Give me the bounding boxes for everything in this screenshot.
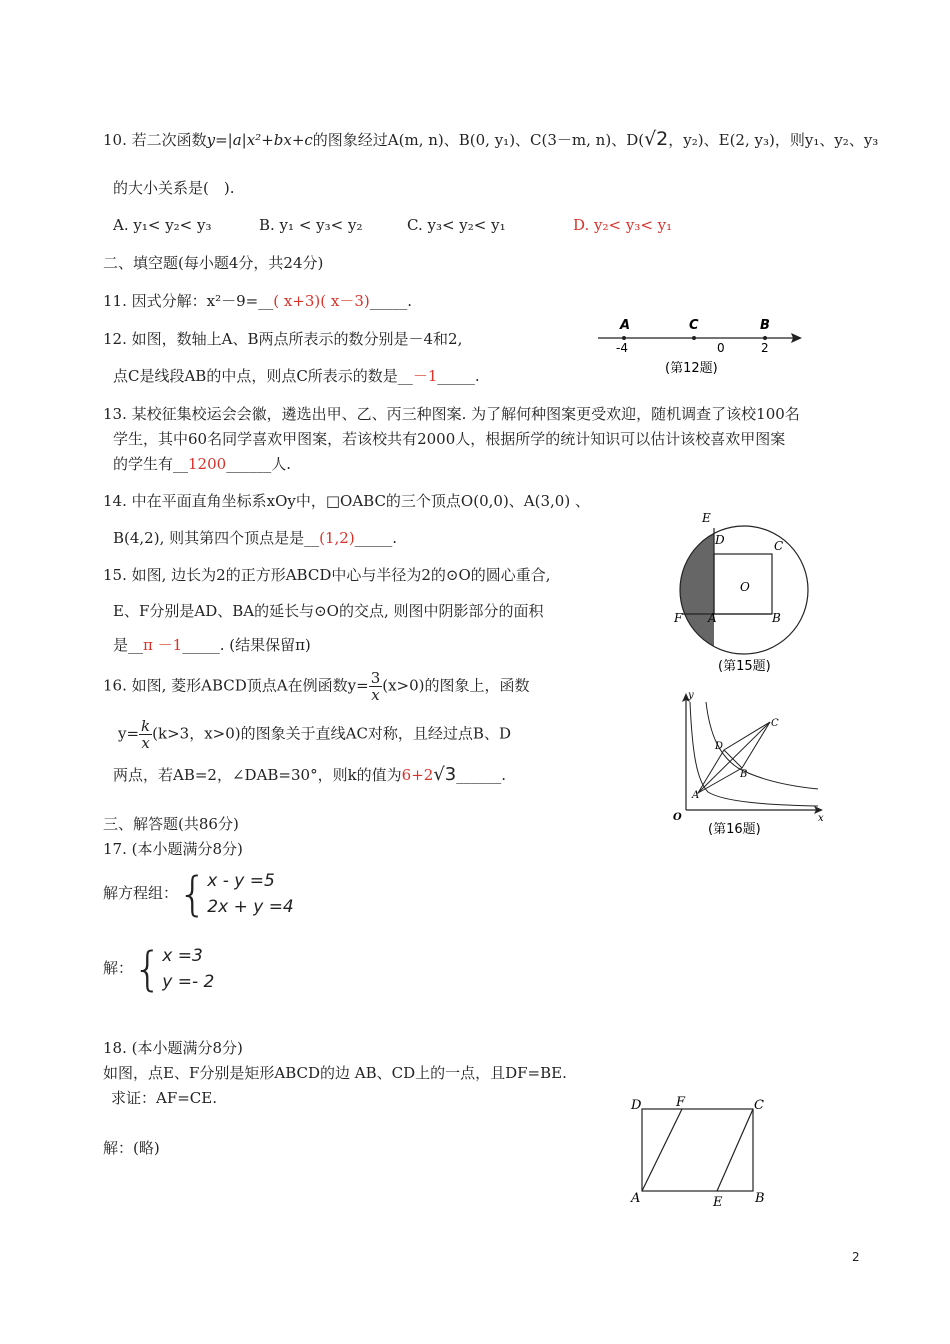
q11 (103, 290, 412, 311)
q16-fraction-3-over-x (369, 670, 383, 703)
label-a: A (631, 1191, 641, 1206)
frac2-denominator: x (141, 734, 150, 752)
label-o: O (740, 580, 750, 594)
q15-answer: π －1 (143, 636, 183, 654)
tick-label-0: 0 (717, 341, 725, 355)
q12-line1: 12. 如图，数轴上A、B两点所表示的数分别是－4和2, (103, 330, 463, 348)
q17-title: 17. (本小题满分8分) (103, 840, 243, 858)
segment-ce (717, 1109, 753, 1191)
label-b: B (755, 1191, 765, 1206)
section3-heading: 三、解答题(共86分) (103, 815, 239, 833)
q17-sol2: y =- 2 (162, 972, 215, 992)
label-b: B (772, 611, 781, 625)
q10-line1 (103, 128, 878, 150)
frac1-numerator: 3 (370, 669, 381, 687)
q17-solution-label: 解： (103, 959, 134, 977)
q16-hyperbola-rhombus-figure (668, 688, 828, 840)
q10-option-a: A. y₁< y₂< y₃ (113, 216, 212, 234)
label-e: E (702, 511, 711, 525)
label-e: E (713, 1195, 723, 1210)
q14-line2 (113, 527, 397, 548)
point-b (763, 336, 767, 340)
q17-eq1: x - y =5 (207, 871, 275, 891)
q15-line1: 15. 如图, 边长为2的正方形ABCD中心与半径为2的⊙O的圆心重合, (103, 566, 551, 584)
q12-caption: (第12题) (665, 361, 718, 376)
q11-post: _____. (369, 292, 413, 310)
label-c: C (771, 718, 779, 729)
label-d: D (715, 533, 725, 547)
page-number: 2 (852, 1250, 860, 1264)
q17-solution-brace: { (133, 942, 163, 996)
q16-line2 (118, 718, 511, 751)
q14-pre: B(4,2), 则其第四个顶点是是__ (113, 529, 320, 547)
label-b: B (740, 769, 748, 780)
label-d: D (715, 741, 724, 752)
q18-line2: 求证：AF=CE. (111, 1089, 218, 1107)
q17-equations (207, 868, 293, 920)
q17-system (103, 868, 294, 920)
q12-answer: －1 (412, 367, 438, 385)
q18-solution: 解：(略) (103, 1139, 160, 1157)
q16-pre2: y= (118, 724, 140, 743)
q17-eq2: 2x + y =4 (207, 897, 294, 917)
q16-post1: (x>0)的图象上，函数 (382, 676, 530, 695)
q15-line3 (113, 634, 311, 655)
q10-line2: 的大小关系是( ). (113, 179, 235, 197)
point-c (692, 336, 696, 340)
label-a: A (692, 790, 700, 801)
shaded-region (668, 508, 714, 668)
q13-line2: 学生，其中60名同学喜欢甲图案，若该校共有2000人，根据所学的统计知识可以估计该校喜欢甲图案 (113, 430, 786, 448)
q16-line3 (113, 764, 506, 785)
q11-answer: ( x+3)( x－3) (273, 292, 370, 310)
q16-pre3: 两点，若AB=2，∠DAB=30°，则k的值为 (113, 766, 402, 784)
q15-pre: 是__ (113, 636, 144, 654)
q11-pre: 11. 因式分解：x²－9=__ (103, 292, 274, 310)
q10-stem-a: 10. 若二次函数 (103, 131, 207, 149)
q12-number-line-figure (590, 312, 810, 382)
q10-stem-c: ，y₂)、E(2, y₃)，则y₁、y₂、y₃ (668, 131, 879, 149)
frac2-numerator: k (141, 717, 151, 735)
q14-post: _____. (354, 529, 397, 547)
q16-answer: 6+2 (401, 766, 434, 784)
label-b: B (760, 318, 770, 333)
q15-post: _____. (结果保留π) (182, 636, 311, 654)
q18-line1: 如图，点E、F分别是矩形ABCD的边 AB、CD上的一点，且DF=BE. (103, 1064, 567, 1082)
q15-caption: (第15题) (718, 659, 771, 674)
q15-circle-square-figure (668, 508, 828, 678)
q13-post: ______人. (226, 455, 291, 473)
q17-sol1: x =3 (162, 946, 203, 966)
q10-sqrt2: √2 (644, 128, 669, 150)
q10-option-b: B. y₁ < y₃< y₂ (259, 216, 363, 234)
q16-pre1: 16. 如图, 菱形ABCD顶点A在例函数y= (103, 676, 369, 695)
q16-answer-sqrt: √3 (433, 764, 457, 785)
q13-line1: 13. 某校征集校运会会徽，遴选出甲、乙、丙三种图案. 为了解何种图案更受欢迎，随机调查了该校100名 (103, 405, 800, 423)
point-a (622, 336, 626, 340)
q12-pre: 点C是线段AB的中点，则点C所表示的数是__ (113, 367, 413, 385)
label-c: C (774, 539, 784, 553)
label-f: F (676, 1095, 686, 1110)
q14-answer: (1,2) (319, 529, 355, 547)
q18-title: 18. (本小题满分8分) (103, 1039, 243, 1057)
q17-solution (103, 943, 214, 995)
q10-option-c: C. y₃< y₂< y₁ (407, 216, 506, 234)
tick-label-2: 2 (761, 341, 769, 355)
q10-stem-b: 的图象经过A(m, n)、B(0, y₁)、C(3－m, n)、D( (312, 131, 645, 149)
section2-heading: 二、填空题(每小题4分，共24分) (103, 254, 324, 272)
label-f: F (674, 611, 683, 625)
diagonal-ac (698, 722, 770, 793)
label-d: D (631, 1098, 642, 1113)
q16-post2: (k>3，x>0)的图象关于直线AC对称，且经过点B、D (152, 724, 511, 743)
q18-rectangle-figure (625, 1092, 775, 1214)
q14-line1: 14. 中在平面直角坐标系xOy中，□OABC的三个顶点O(0,0)、A(3,0) 、 (103, 492, 590, 510)
segment-af (642, 1109, 682, 1191)
q10-function: y=|a|x²+bx+c (206, 131, 313, 149)
curve-3-over-x (690, 702, 818, 806)
label-a: A (708, 611, 717, 625)
q17-solution-values (162, 943, 214, 995)
q10-option-d: D. y₂< y₃< y₁ (573, 216, 673, 234)
q16-fraction-k-over-x (139, 718, 152, 751)
label-x: x (818, 813, 824, 824)
tick-label-minus4: -4 (616, 341, 628, 355)
q13-line3 (113, 453, 291, 474)
q16-post3: ______. (456, 766, 507, 784)
q13-answer: 1200 (188, 455, 227, 473)
q16-line1 (103, 670, 530, 703)
label-y: y (688, 690, 694, 701)
q13-pre: 的学生有__ (113, 455, 189, 473)
q16-caption: (第16题) (708, 822, 761, 837)
q12-line2 (113, 365, 480, 386)
q17-prompt: 解方程组： (103, 884, 179, 902)
q12-post: _____. (437, 367, 480, 385)
label-a: A (620, 318, 631, 333)
q17-brace: { (178, 867, 208, 921)
label-o: O (673, 812, 682, 823)
rectangle-abcd (642, 1109, 753, 1191)
frac1-denominator: x (371, 686, 380, 704)
q15-line2: E、F分别是AD、BA的延长与⊙O的交点, 则图中阴影部分的面积 (113, 602, 544, 620)
label-c: C (754, 1098, 764, 1113)
label-c: C (689, 318, 699, 333)
